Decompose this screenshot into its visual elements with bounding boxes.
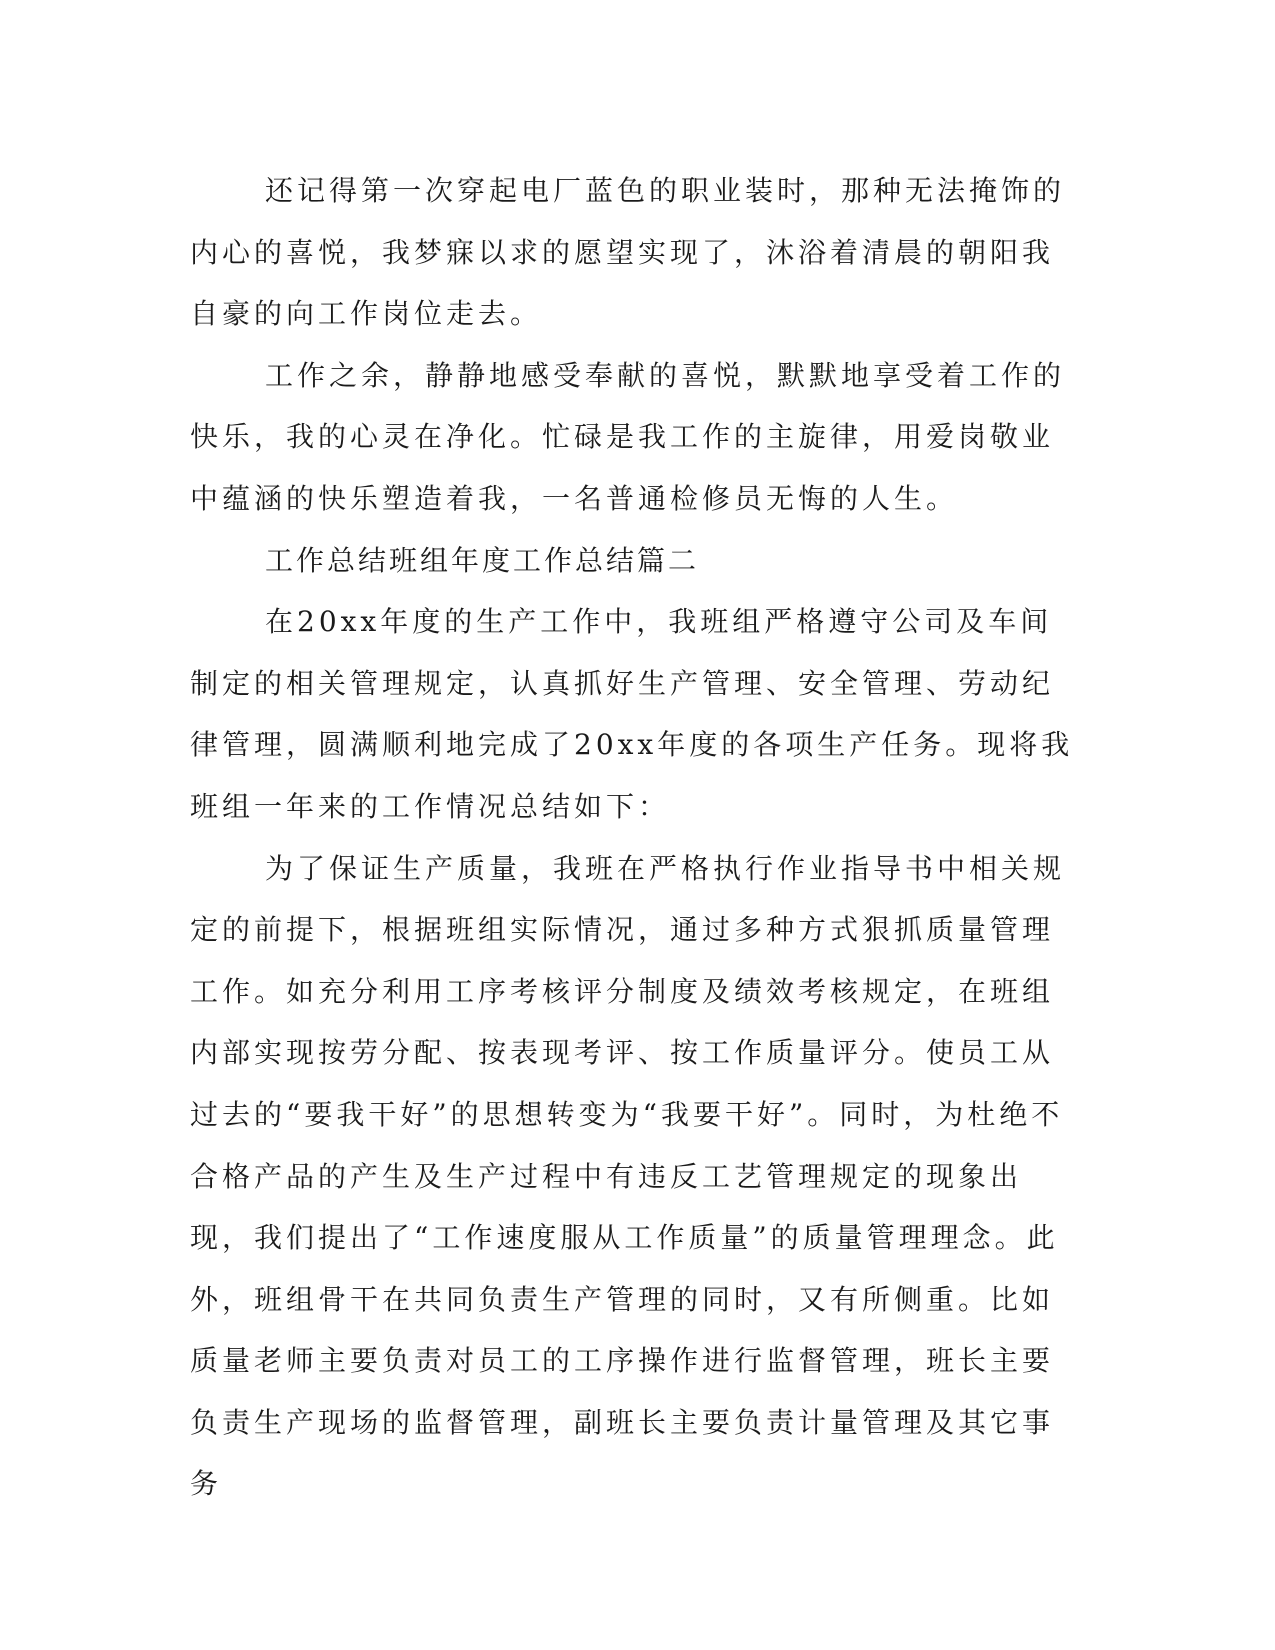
paragraph-4: 为了保证生产质量，我班在严格执行作业指导书中相关规定的前提下，根据班组实际情况，通过多种方式狠抓质量管理工作。如充分利用工序考核评分制度及绩效考核规定，在班组内部实现按劳分配、按表现考评、按工作质量评分。使员工从过去的“要我干好”的思想转变为“我要干好”。同时，为杜绝不合格产品的产生及生产过程中有违反工艺管理规定的现象出现，我们提出了“工作速度服从工作质量”的质量管理理念。此外，班组骨干在共同负责生产管理的同时，又有所侧重。比如质量老师主要负责对员工的工序操作进行监督管理，班长主要负责生产现场的监督管理，副班长主要负责计量管理及其它事务 (190, 851, 1066, 1501)
paragraph-3: 在20xx年度的生产工作中，我班组严格遵守公司及车间制定的相关管理规定，认真抓好生产管理、安全管理、劳动纪律管理，圆满顺利地完成了20xx年度的各项生产任务。现将我班组一年来的工作情况总结如下： (190, 605, 1074, 823)
paragraph-2: 工作之余，静静地感受奉献的喜悦，默默地享受着工作的快乐，我的心灵在净化。忙碌是我工作的主旋律，用爱岗敬业中蕴涵的快乐塑造着我，一名普通检修员无悔的人生。 (190, 358, 1066, 515)
section-heading: 工作总结班组年度工作总结篇二 (265, 543, 700, 577)
document-body (190, 160, 1080, 1515)
paragraph-1: 还记得第一次穿起电厂蓝色的职业装时，那种无法掩饰的内心的喜悦，我梦寐以求的愿望实现了，沐浴着清晨的朝阳我自豪的向工作岗位走去。 (190, 174, 1066, 331)
